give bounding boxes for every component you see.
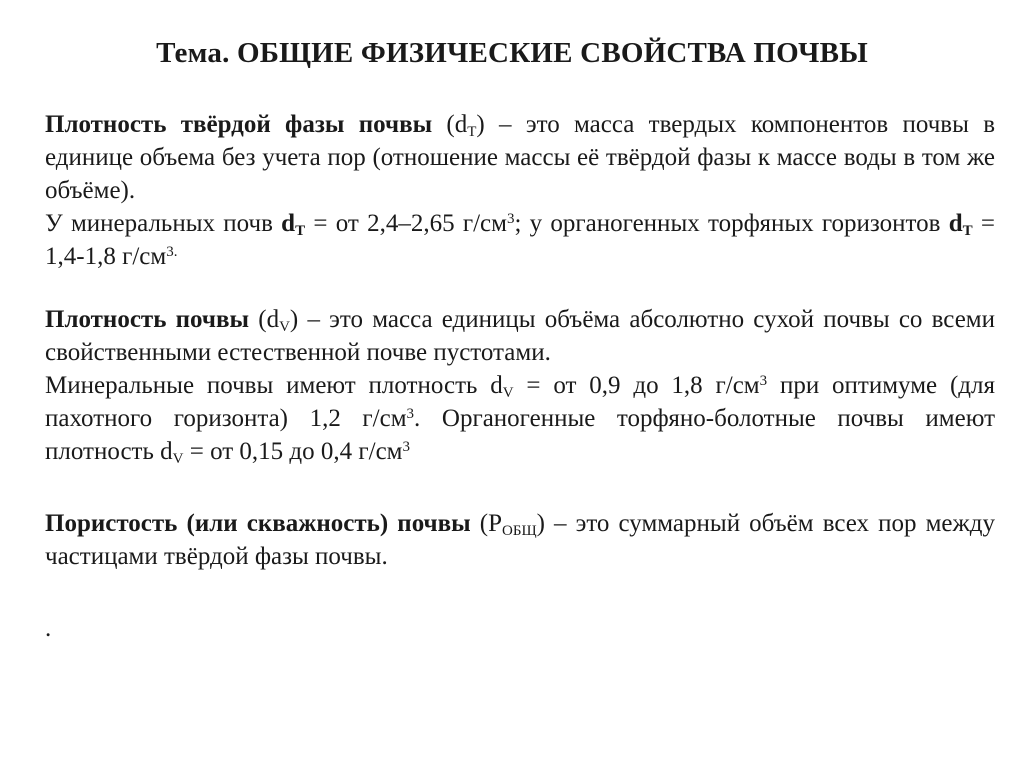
text-fragment: = от 0,9 до 1,8 г/см xyxy=(513,372,760,399)
text-fragment: Минеральные почвы имеют плотность d xyxy=(45,372,503,399)
subscript: V xyxy=(172,450,184,467)
symbol-open: (P xyxy=(470,510,502,537)
symbol-subscript: V xyxy=(279,318,290,335)
text-fragment: при оптимуме (для пахотного горизонта) 1,2 г/см xyxy=(45,372,995,432)
term-porosity: Пористость (или скважность) почвы xyxy=(45,510,471,537)
definition-text: ) – это масса единицы объёма абсолютно сухой почвы со всеми свойственными естественной почве пустотами. xyxy=(45,306,995,366)
superscript: 3. xyxy=(166,243,178,260)
text-fragment: . Органогенные торфяно-болотные почвы имеют плотность d xyxy=(45,405,995,465)
text-fragment: = 1,4-1,8 г/см xyxy=(45,210,995,270)
symbol-subscript: T xyxy=(467,123,477,140)
text-fragment: У минеральных почв xyxy=(45,210,282,237)
porosity-definition xyxy=(45,507,995,573)
term-solid-phase-density: Плотность твёрдой фазы почвы xyxy=(45,111,433,138)
text-fragment: ; у органогенных торфяных горизонтов xyxy=(514,210,949,237)
definition-text: ) – это суммарный объём всех пор между частицами твёрдой фазы почвы. xyxy=(45,510,995,570)
symbol-dt: $d_T$ xyxy=(281,210,306,239)
symbol-open: (d xyxy=(249,306,280,333)
symbol-dt: $d_T$ xyxy=(948,210,973,239)
symbol-subscript: ОБЩ xyxy=(502,522,537,539)
subscript: V xyxy=(502,384,514,401)
page-title: Тема. ОБЩИЕ ФИЗИЧЕСКИЕ СВОЙСТВА ПОЧВЫ xyxy=(156,37,868,69)
superscript: 3 xyxy=(402,438,410,455)
superscript: 3 xyxy=(506,210,515,227)
soil-density-definition xyxy=(45,303,995,369)
superscript: 3 xyxy=(406,405,415,422)
soil-density-values xyxy=(45,369,995,468)
text-fragment: = от 0,15 до 0,4 г/см xyxy=(183,438,403,465)
definition-text: ) – это масса твердых компонентов почвы в единице объема без учета пор (отношение массы её твёрдой фазы к массе воды в том же объёме). xyxy=(45,111,996,204)
superscript: 3 xyxy=(759,372,768,389)
text-fragment: = от 2,4–2,65 г/см xyxy=(305,210,507,237)
solid-phase-density-definition xyxy=(45,108,995,207)
solid-phase-density-values xyxy=(45,207,995,273)
symbol-open: (d xyxy=(432,111,468,138)
trailing-dot: . xyxy=(45,615,52,642)
term-soil-density: Плотность почвы xyxy=(45,306,250,333)
